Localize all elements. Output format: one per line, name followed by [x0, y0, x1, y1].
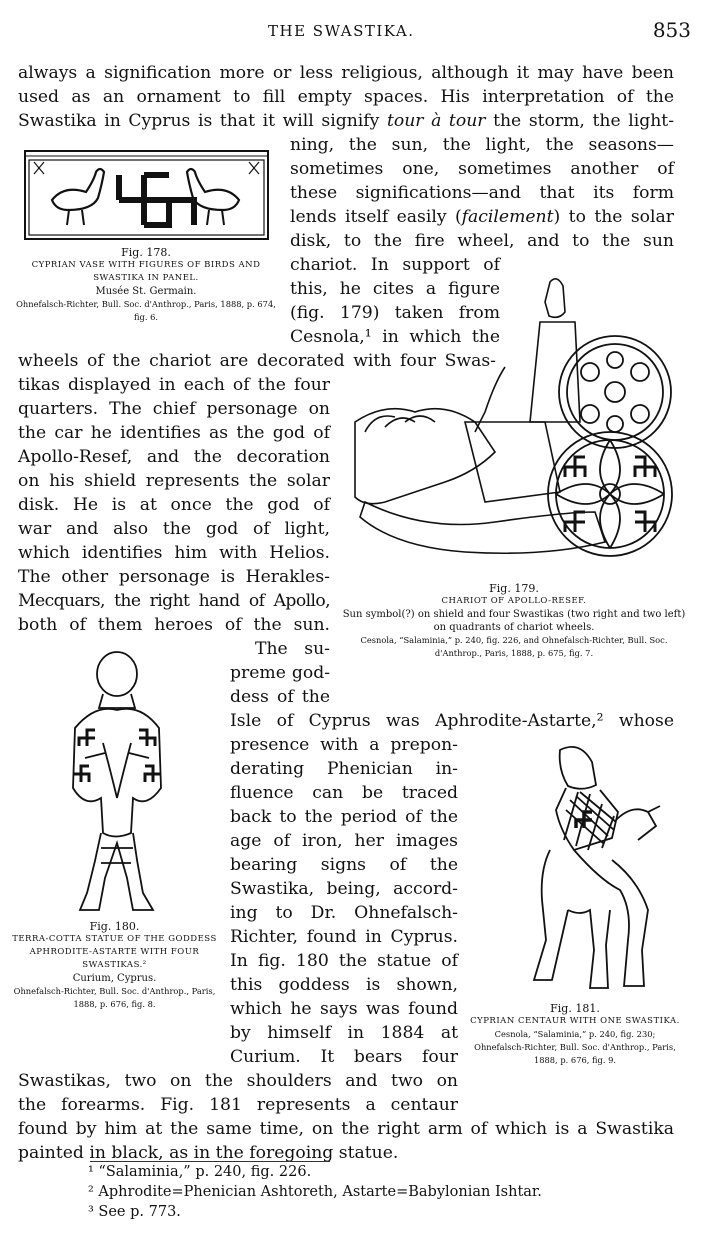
- figure-181-caption: [470, 1002, 680, 1067]
- body-line: this, he cites a figure: [290, 279, 500, 299]
- page-header: [0, 18, 723, 48]
- body-line: wheels of the chariot are decorated with four Swas-: [18, 351, 496, 371]
- figure-number: Fig. 178.: [121, 246, 171, 259]
- body-line: Isle of Cyprus was Aphrodite-Astarte,² whose: [230, 711, 674, 731]
- body-line: Swastikas, two on the shoulders and two on: [18, 1071, 458, 1091]
- body-line: painted in black, as in the foregoing statue.: [18, 1143, 399, 1163]
- body-line: on his shield represents the solar: [18, 471, 330, 491]
- body-line: tikas displayed in each of the four: [18, 375, 330, 395]
- body-line: which he says was found: [230, 999, 458, 1019]
- body-line: lends itself easily (facilement) to the solar: [290, 207, 674, 227]
- body-line: Swastika in Cyprus is that it will signify tour à tour the storm, the light-: [18, 111, 675, 131]
- footnote-divider: [90, 1161, 330, 1162]
- page-number: 853: [652, 18, 691, 42]
- chariot-illustration: [345, 272, 690, 578]
- vase-panel-illustration: [24, 150, 269, 240]
- body-line: these significations—and that its form: [290, 183, 674, 203]
- body-line: by himself in 1884 at: [230, 1023, 458, 1043]
- body-line: The su-: [255, 639, 330, 659]
- body-line: which identifies him with Helios.: [18, 543, 330, 563]
- body-line: ning, the sun, the light, the seasons—: [290, 135, 674, 155]
- body-line: Richter, found in Cyprus.: [230, 927, 458, 947]
- body-line: disk, to the fire wheel, and to the sun: [290, 231, 674, 251]
- centaur-illustration: [520, 740, 670, 998]
- figure-178-image: [24, 150, 269, 240]
- figure-location: Musée St. Germain.: [95, 286, 197, 297]
- body-line: always a signification more or less religious, although it may have been: [18, 63, 674, 83]
- figure-number: Fig. 180.: [89, 920, 140, 933]
- body-line: age of iron, her images: [230, 831, 458, 851]
- body-line: The other personage is Herakles-: [18, 567, 330, 587]
- body-line: (fig. 179) taken from: [290, 303, 500, 323]
- figure-title: CHARIOT OF APOLLO-RESEF.: [441, 596, 587, 606]
- body-line: quarters. The chief personage on: [18, 399, 330, 419]
- goddess-statue-illustration: [55, 648, 175, 918]
- figure-number: Fig. 179.: [489, 582, 539, 595]
- body-line: both of them heroes of the sun.: [18, 615, 330, 635]
- figure-description: Sun symbol(?) on shield and four Swastikas (two right and two left) on quadrants of chariot wheels.: [342, 609, 686, 633]
- figure-reference: Cesnola, “Salaminia,” p. 240, fig. 226, and Ohnefalsch-Richter, Bull. Soc. d'Anthrop., Paris, 1888, p. 675, fig. 7.: [360, 635, 668, 658]
- body-line: bearing signs of the: [230, 855, 458, 875]
- body-line: In fig. 180 the statue of: [230, 951, 458, 971]
- figure-180-image: [55, 648, 175, 918]
- body-line: the forearms. Fig. 181 represents a centaur: [18, 1095, 458, 1115]
- body-line: disk. He is at once the god of: [18, 495, 330, 515]
- body-line: dess of the: [230, 687, 330, 707]
- figure-reference: Ohnefalsch-Richter, Bull. Soc. d'Anthrop., Paris, 1888, p. 674, fig. 6.: [16, 299, 276, 322]
- body-line: sometimes one, sometimes another of: [290, 159, 674, 179]
- figure-179-image: [345, 272, 690, 578]
- body-line: ing to Dr. Ohnefalsch-: [230, 903, 458, 923]
- footnote: ¹ “Salaminia,” p. 240, fig. 226.: [88, 1164, 312, 1180]
- body-line: war and also the god of light,: [18, 519, 330, 539]
- chariot-wheel: [548, 432, 672, 556]
- figure-title: CYPRIAN VASE WITH FIGURES OF BIRDS AND SWASTIKA IN PANEL.: [31, 260, 261, 283]
- body-line: preme god-: [230, 663, 330, 683]
- figure-number: Fig. 181.: [550, 1002, 600, 1015]
- figure-title: CYPRIAN CENTAUR WITH ONE SWASTIKA.: [470, 1016, 680, 1026]
- body-line: found by him at the same time, on the right arm of which is a Swastika: [18, 1119, 674, 1139]
- figure-178-caption: [10, 246, 282, 324]
- shield: [559, 336, 671, 448]
- footnote: ³ See p. 773.: [88, 1204, 181, 1220]
- body-line: chariot. In support of: [290, 255, 500, 275]
- body-line: the car he identifies as the god of: [18, 423, 330, 443]
- figure-179-caption: [338, 582, 690, 660]
- footnote: ² Aphrodite=Phenician Ashtoreth, Astarte=Babylonian Ishtar.: [88, 1184, 542, 1200]
- figure-reference: Ohnefalsch-Richter, Bull. Soc. d'Anthrop., Paris, 1888, p. 676, fig. 8.: [13, 986, 216, 1009]
- body-line: fluence can be traced: [230, 783, 458, 803]
- body-line: Curium. It bears four: [230, 1047, 458, 1067]
- figure-180-caption: [12, 920, 217, 1011]
- running-title: THE SWASTIKA.: [268, 22, 415, 40]
- body-line: presence with a prepon-: [230, 735, 458, 755]
- body-line: Cesnola,¹ in which the: [290, 327, 500, 347]
- body-line: this goddess is shown,: [230, 975, 458, 995]
- body-line: Apollo-Resef, and the decoration: [18, 447, 330, 467]
- body-line: Swastika, being, accord-: [230, 879, 458, 899]
- body-line: used as an ornament to fill empty spaces. His interpretation of the: [18, 87, 674, 107]
- figure-reference: Cesnola, “Salaminia,” p. 240, fig. 230; Ohnefalsch-Richter, Bull. Soc. d'Anthrop., Paris, 1888, p. 676, fig. 9.: [474, 1029, 676, 1065]
- figure-location: Curium, Cyprus.: [72, 973, 157, 984]
- body-line: derating Phenician in-: [230, 759, 458, 779]
- body-line: back to the period of the: [230, 807, 458, 827]
- body-line: Mecquars, the right hand of Apollo,: [18, 591, 330, 611]
- figure-title: TERRA-COTTA STATUE OF THE GODDESS APHRODITE-ASTARTE WITH FOUR SWASTIKAS.²: [12, 934, 217, 970]
- figure-181-image: [520, 740, 670, 998]
